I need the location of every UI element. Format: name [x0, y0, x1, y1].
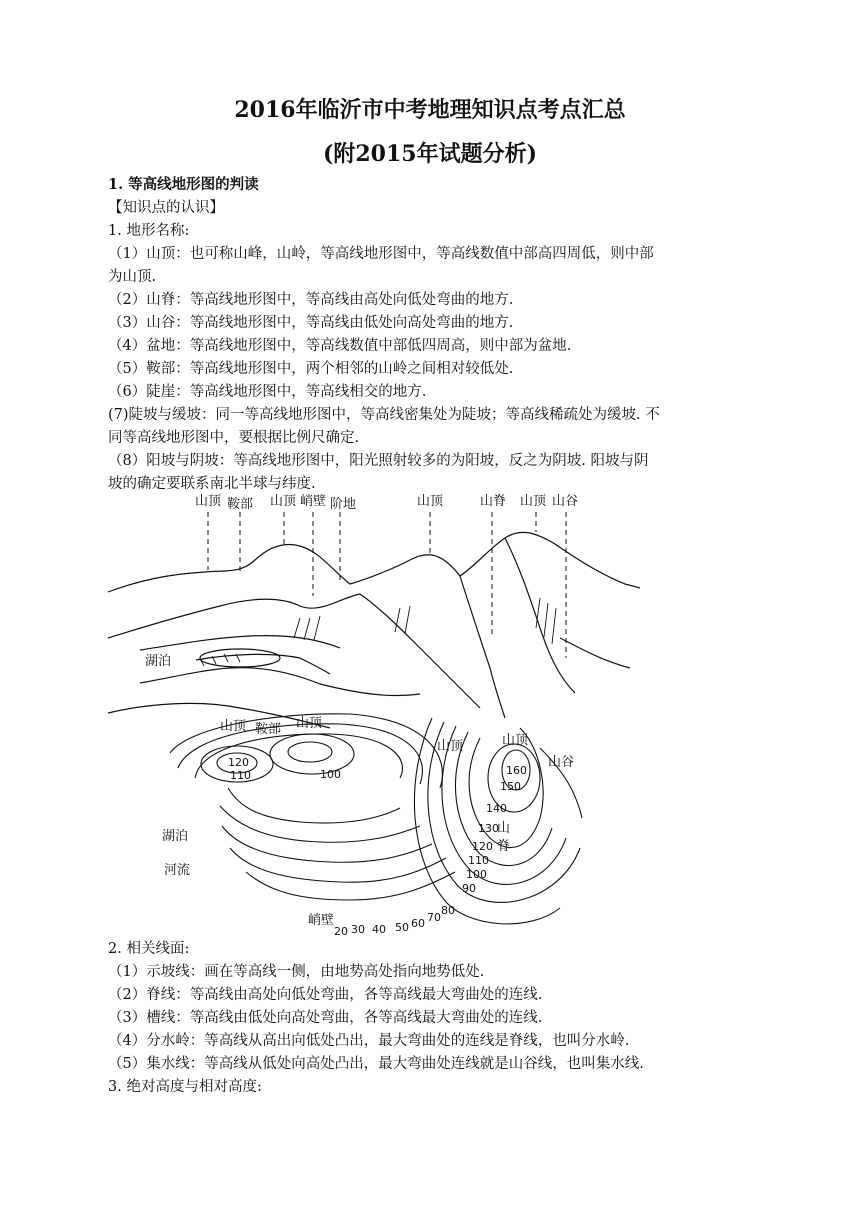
- terrain-figure: [0, 488, 860, 948]
- contour-value: 100: [466, 868, 487, 881]
- section-heading-1: 1. 等高线地形图的判读: [108, 176, 259, 193]
- label-valley: 山谷: [552, 494, 579, 509]
- text-line: (7)陡坡与缓坡：同一等高线地形图中，等高线密集处为陡坡；等高线稀疏处为缓坡. 不: [108, 407, 660, 423]
- contour-value: 130: [478, 822, 499, 835]
- label-peak: 山顶: [417, 494, 444, 509]
- contour-value: 80: [441, 904, 455, 917]
- contour-value: 150: [500, 780, 521, 793]
- map-label-ridge-a: 山: [497, 821, 511, 836]
- section-heading-3: 3. 绝对高度与相对高度:: [108, 1079, 262, 1095]
- text-line: （4）盆地：等高线地形图中，等高线数值中部低四周高，则中部为盆地.: [108, 338, 572, 354]
- contour-value: 40: [372, 923, 386, 936]
- map-label-peak: 山顶: [296, 716, 323, 731]
- text-line: （1）山顶：也可称山峰，山岭，等高线地形图中，等高线数值中部高四周低，则中部: [108, 246, 654, 262]
- text-line: （6）陡崖：等高线地形图中，等高线相交的地方.: [108, 384, 427, 400]
- contour-value: 160: [506, 764, 527, 777]
- contour-value: 50: [395, 921, 409, 934]
- text-line: 为山顶.: [108, 269, 157, 285]
- text-line: （3）山谷：等高线地形图中，等高线由低处向高处弯曲的地方.: [108, 315, 514, 331]
- map-label-cliff: 峭壁: [308, 913, 335, 928]
- text-line: （2）脊线：等高线由高处向低处弯曲，各等高线最大弯曲处的连线.: [108, 987, 543, 1003]
- contour-value: 110: [468, 854, 489, 867]
- text-line: 坡的确定要联系南北半球与纬度.: [108, 476, 316, 492]
- map-label-saddle: 鞍部: [255, 722, 282, 737]
- map-label-peak: 山顶: [437, 739, 464, 754]
- text-line: （5）鞍部：等高线地形图中，两个相邻的山岭之间相对较低处.: [108, 361, 514, 377]
- map-label-ridge-b: 脊: [497, 839, 511, 854]
- label-lake: 湖泊: [145, 654, 172, 669]
- contour-value: 110: [230, 769, 251, 782]
- label-peak: 山顶: [520, 494, 547, 509]
- label-saddle: 鞍部: [227, 497, 254, 512]
- text-line: （1）示坡线：画在等高线一侧，由地势高处指向地势低处.: [108, 964, 485, 980]
- label-peak: 山顶: [270, 494, 297, 509]
- map-label-river: 河流: [164, 863, 191, 878]
- map-label-lake: 湖泊: [162, 829, 189, 844]
- bracket-heading: 【知识点的认识】: [108, 200, 224, 216]
- page-title: 2016年临沂市中考地理知识点考点汇总: [234, 97, 626, 123]
- text-line: （2）山脊：等高线地形图中，等高线由高处向低处弯曲的地方.: [108, 292, 514, 308]
- contour-value: 140: [486, 802, 507, 815]
- map-label-valley: 山谷: [548, 755, 575, 770]
- map-label-peak: 山顶: [502, 733, 529, 748]
- page-subtitle: (附2015年试题分析): [322, 141, 538, 167]
- text-line: （5）集水线：等高线从低处向高处凸出，最大弯曲处连线就是山谷线，也叫集水线.: [108, 1056, 644, 1072]
- contour-value: 60: [411, 917, 425, 930]
- subheading-landforms: 1. 地形名称:: [108, 223, 190, 239]
- contour-value: 120: [472, 840, 493, 853]
- contour-value: 20: [334, 925, 348, 938]
- label-terrace: 阶地: [330, 497, 357, 512]
- text-line: 同等高线地形图中，要根据比例尺确定.: [108, 430, 360, 446]
- text-line: （8）阳坡与阴坡：等高线地形图中，阳光照射较多的为阳坡，反之为阴坡. 阳坡与阴: [108, 453, 649, 469]
- label-peak: 山顶: [195, 494, 222, 509]
- map-label-peak: 山顶: [220, 719, 247, 734]
- text-line: （3）槽线：等高线由低处向高处弯曲，各等高线最大弯曲处的连线.: [108, 1010, 543, 1026]
- contour-value: 100: [320, 768, 341, 781]
- text-line: （4）分水岭：等高线从高出向低处凸出，最大弯曲处的连线是脊线，也叫分水岭.: [108, 1033, 630, 1049]
- contour-value: 70: [427, 911, 441, 924]
- label-cliff: 峭壁: [300, 494, 327, 509]
- label-ridge: 山脊: [480, 494, 507, 509]
- contour-value: 90: [462, 882, 476, 895]
- section-heading-2: 2. 相关线面:: [108, 941, 190, 957]
- contour-value: 120: [228, 756, 249, 769]
- contour-value: 30: [351, 923, 365, 936]
